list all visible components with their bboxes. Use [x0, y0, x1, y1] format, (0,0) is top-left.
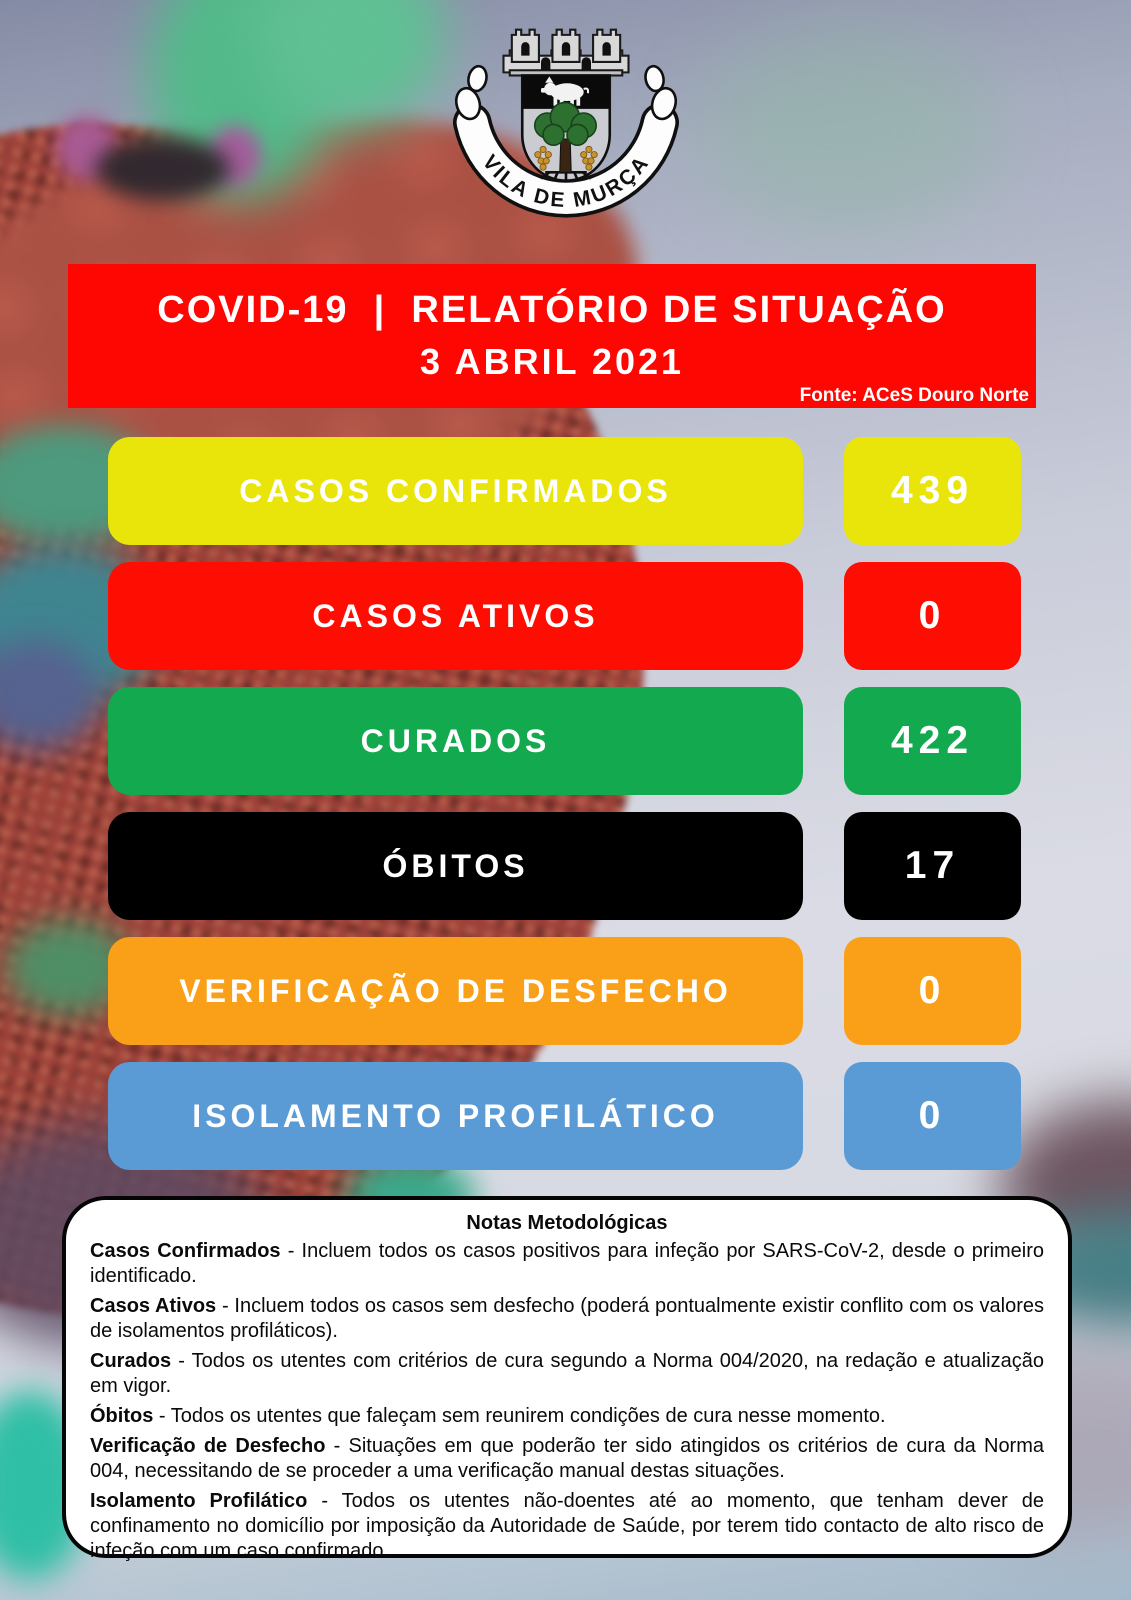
- stat-row-casos-confirmados: [108, 437, 1021, 545]
- shield: [522, 75, 610, 180]
- notes-title: Notas Metodológicas: [466, 1212, 668, 1234]
- vila-de-murca-crest: [441, 14, 691, 238]
- note-term: Óbitos: [90, 1405, 154, 1427]
- stat-value: 439: [890, 469, 975, 512]
- stat-label-box: [108, 562, 803, 670]
- stat-row-casos-ativos: [108, 562, 1021, 670]
- note-term: Verificação de Desfecho: [90, 1435, 326, 1457]
- note-text: - Todos os utentes com critérios de cura segundo a Norma 004/2020, na redação e atualização em vigor.: [90, 1350, 1044, 1397]
- stat-label-box: [108, 937, 803, 1045]
- stat-value-box: [844, 562, 1021, 670]
- note-term: Casos Confirmados: [90, 1240, 281, 1262]
- note-item: [90, 1294, 1044, 1344]
- banner-title: COVID-19 | RELATÓRIO DE SITUAÇÃO: [157, 289, 947, 331]
- note-item: [90, 1404, 1044, 1429]
- covid-banner: [68, 264, 1036, 408]
- stat-value-box: [844, 812, 1021, 920]
- note-text: - Situações em que poderão ter sido atingidos os critérios de cura da Norma 004, necessitando de se proceder a uma verificação manual destas situações.: [90, 1435, 1045, 1482]
- banner-source: Fonte: ACeS Douro Norte: [799, 385, 1029, 406]
- stat-label: ISOLAMENTO PROFILÁTICO: [192, 1097, 719, 1134]
- stat-row-isolamento-profilatico: [108, 1062, 1021, 1170]
- note-term: Isolamento Profilático: [90, 1490, 308, 1512]
- stat-value: 0: [918, 1094, 947, 1137]
- note-item: [90, 1349, 1044, 1399]
- stat-value: 0: [918, 594, 947, 637]
- stat-label: CURADOS: [360, 722, 551, 759]
- note-term: Casos Ativos: [90, 1295, 217, 1317]
- stat-value-box: [844, 937, 1021, 1045]
- notes-panel: [62, 1196, 1072, 1562]
- banner-date: 3 ABRIL 2021: [419, 341, 685, 382]
- stat-value-box: [844, 437, 1021, 545]
- stat-row-curados: [108, 687, 1021, 795]
- stat-row-verificacao-desfecho: [108, 937, 1021, 1045]
- stat-label-box: [108, 437, 803, 545]
- stat-value-box: [844, 687, 1021, 795]
- note-text: - Incluem todos os casos positivos para infeção por SARS-CoV-2, desde o primeiro identificado.: [90, 1240, 1044, 1287]
- stat-value-box: [844, 1062, 1021, 1170]
- note-item: [90, 1489, 1044, 1564]
- mural-crown-icon: [503, 30, 628, 76]
- stat-label-box: [108, 687, 803, 795]
- dark-debris-blob: [95, 138, 230, 200]
- note-item: [90, 1239, 1044, 1289]
- stat-label: VERIFICAÇÃO DE DESFECHO: [179, 972, 732, 1009]
- stat-label-box: [108, 812, 803, 920]
- stat-label: ÓBITOS: [382, 847, 529, 884]
- note-item: [90, 1434, 1044, 1484]
- stat-label: CASOS CONFIRMADOS: [239, 472, 672, 509]
- stat-value: 422: [890, 719, 975, 762]
- stat-value: 17: [904, 844, 961, 887]
- crest-banner-text: VILA DE MURÇA: [477, 150, 654, 213]
- stat-label-box: [108, 1062, 803, 1170]
- stat-row-obitos: [108, 812, 1021, 920]
- stat-value: 0: [918, 969, 947, 1012]
- stat-label: CASOS ATIVOS: [312, 597, 599, 634]
- note-text: - Todos os utentes não-doentes até ao momento, que tenham dever de confinamento no domicílio por imposição da Autoridade de Saúde, por terem tido contacto de alto risco de infeção com um caso confirmado.: [90, 1490, 1044, 1562]
- stats-list: [108, 437, 1021, 1187]
- note-text: - Todos os utentes que faleçam sem reunirem condições de cura nesse momento.: [158, 1405, 886, 1427]
- note-text: - Incluem todos os casos sem desfecho (poderá pontualmente existir conflito com os valores de isolamentos profiláticos).: [90, 1295, 1045, 1342]
- note-term: Curados: [90, 1350, 172, 1372]
- green-haze-right-blob: [700, 30, 1000, 230]
